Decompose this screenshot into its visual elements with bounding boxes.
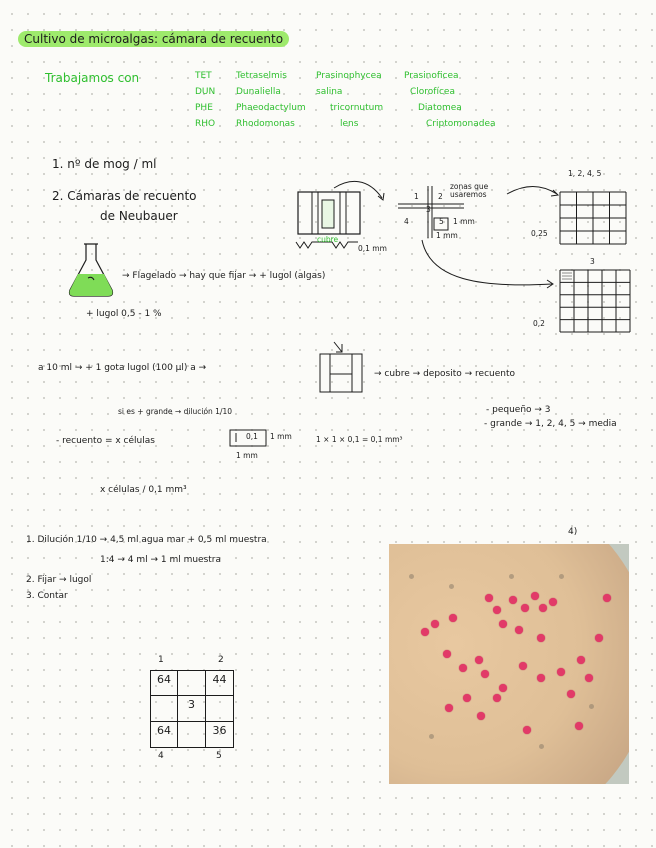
- stained-cell: [537, 634, 545, 642]
- step-2-heading: 2. Cámaras de recuento: [52, 189, 197, 203]
- stained-cell: [443, 650, 451, 658]
- intro-code-0: TET: [195, 71, 212, 81]
- intro-class-3: Criptomonadea: [426, 119, 496, 129]
- grid-a-label: 1, 2, 4, 5: [568, 169, 602, 178]
- zone-number-4: 4: [404, 217, 409, 226]
- count-corner-1: 1: [158, 655, 164, 665]
- flask-note: → Flagelado → hay que fijar → + lugol (algas): [122, 271, 326, 281]
- grid-b-label: 3: [590, 257, 595, 266]
- microscope-photo: [389, 544, 629, 784]
- title-highlight: Cultivo de microalgas: cámara de recuento: [18, 31, 289, 47]
- intro-extra-1: salina: [316, 87, 343, 97]
- dilution-note: si es + grande → dilución 1/10: [118, 407, 233, 416]
- photo-label: 4): [568, 527, 578, 537]
- recuento-formula: - recuento = x células: [56, 436, 155, 446]
- debris-speck: [509, 574, 514, 579]
- stained-cell: [509, 596, 517, 604]
- stained-cell: [595, 634, 603, 642]
- intro-class-0: Prasinoficea: [404, 71, 459, 81]
- count-cell-4: 64: [150, 721, 178, 748]
- intro-species-1: Dunaliella: [236, 87, 281, 97]
- bottom-step-1b: 1:4 → 4 ml → 1 ml muestra: [100, 555, 222, 565]
- size-small-rule: - pequeño → 3: [486, 405, 551, 415]
- count-cell-empty-top: [177, 670, 206, 696]
- step-2-subheading: de Neubauer: [100, 209, 178, 223]
- stained-cell: [567, 690, 575, 698]
- zone-bottom-mm: 1 mm: [436, 231, 458, 240]
- zone-number-3: 3: [426, 205, 431, 214]
- step-1-heading: 1. nº de mog / ml: [52, 157, 157, 171]
- stained-cell: [431, 620, 439, 628]
- stained-cell: [481, 670, 489, 678]
- zone-number-5: 5: [439, 217, 444, 226]
- stained-cell: [549, 598, 557, 606]
- page-title: [18, 33, 289, 46]
- intro-extra-0: Prasinophycea: [316, 71, 382, 81]
- stained-cell: [477, 712, 485, 720]
- result-formula: x células / 0,1 mm³: [100, 485, 187, 495]
- chamber-small-diagram: [318, 340, 366, 398]
- count-cell-3: 3: [177, 695, 206, 722]
- arrow-zones-to-grid-a: [505, 180, 565, 200]
- stained-cell: [421, 628, 429, 636]
- zones-label: zonas que usaremos: [450, 182, 489, 200]
- stained-cell: [531, 592, 539, 600]
- microscope-field: [389, 544, 629, 784]
- debris-speck: [589, 704, 594, 709]
- stained-cell: [463, 694, 471, 702]
- cubre-label: cubre: [317, 235, 339, 244]
- stained-cell: [499, 620, 507, 628]
- count-cell-empty-right: [205, 695, 234, 722]
- stained-cell: [485, 594, 493, 602]
- grid-a-side-label: 0,25: [531, 229, 548, 238]
- count-grid: [150, 670, 234, 748]
- stained-cell: [449, 614, 457, 622]
- zone-number-2: 2: [438, 192, 443, 201]
- count-cell-2: 44: [205, 670, 234, 696]
- stained-cell: [493, 606, 501, 614]
- count-cell-empty-left: [150, 695, 178, 722]
- chamber-depth-label: 0,1 mm: [358, 244, 387, 253]
- volume-depth: 0,1: [246, 432, 258, 441]
- stained-cell: [539, 604, 547, 612]
- intro-code-3: RHO: [195, 119, 216, 129]
- grid-b-side-label: 0,2: [533, 319, 545, 328]
- stained-cell: [515, 626, 523, 634]
- stained-cell: [577, 656, 585, 664]
- size-large-rule: - grande → 1, 2, 4, 5 → media: [484, 419, 617, 429]
- intro-species-3: Rhodomonas: [236, 119, 295, 129]
- stained-cell: [493, 694, 501, 702]
- arrow-slide-to-zones: [330, 180, 390, 210]
- count-corner-4: 4: [158, 751, 164, 761]
- bottom-step-2: 2. Fijar → lugol: [26, 575, 92, 585]
- stained-cell: [603, 594, 611, 602]
- bottom-step-3: 3. Contar: [26, 591, 68, 601]
- bottom-step-1: 1. Dilución 1/10 → 4,5 ml agua mar + 0,5 ml muestra: [26, 535, 267, 545]
- stained-cell: [445, 704, 453, 712]
- grid-b-5x5: [560, 270, 632, 334]
- grid-a-4x4: [560, 192, 628, 246]
- stained-cell: [521, 604, 529, 612]
- debris-speck: [449, 584, 454, 589]
- debris-speck: [559, 574, 564, 579]
- stained-cell: [519, 662, 527, 670]
- intro-class-1: Clorofícea: [410, 87, 455, 97]
- protocol-line: a 10 ml → + 1 gota lugol (100 µl) a →: [38, 363, 207, 373]
- count-corner-2: 2: [218, 655, 224, 665]
- stained-cell: [557, 668, 565, 676]
- intro-extra-2: tricornutum: [330, 103, 384, 113]
- protocol-after: → cubre → deposito → recuento: [374, 369, 515, 379]
- debris-speck: [429, 734, 434, 739]
- intro-class-2: Diatomea: [418, 103, 462, 113]
- stained-cell: [537, 674, 545, 682]
- flask-icon: [66, 242, 116, 300]
- debris-speck: [409, 574, 414, 579]
- count-corner-5: 5: [216, 751, 222, 761]
- count-cell-1: 64: [150, 670, 178, 696]
- intro-lead: Trabajamos con: [45, 71, 140, 85]
- stained-cell: [523, 726, 531, 734]
- volume-bottom-mm: 1 mm: [236, 451, 258, 460]
- stained-cell: [475, 656, 483, 664]
- intro-species-0: Tetraselmis: [236, 71, 287, 81]
- count-cell-5: 36: [205, 721, 234, 748]
- stained-cell: [585, 674, 593, 682]
- intro-extra-3: lens: [340, 119, 359, 129]
- stained-cell: [499, 684, 507, 692]
- zone-side-mm: 1 mm: [453, 217, 475, 226]
- arrow-zones-to-grid-b: [420, 240, 560, 300]
- intro-code-2: PHE: [195, 103, 213, 113]
- zone-number-1: 1: [414, 192, 419, 201]
- debris-speck: [539, 744, 544, 749]
- volume-calculation: 1 × 1 × 0,1 = 0,1 mm³: [316, 435, 403, 444]
- intro-code-1: DUN: [195, 87, 216, 97]
- intro-species-2: Phaeodactylum: [236, 103, 306, 113]
- count-cell-empty-bottom: [177, 721, 206, 748]
- stained-cell: [459, 664, 467, 672]
- lugol-note: + lugol 0,5 - 1 %: [86, 309, 162, 319]
- stained-cell: [575, 722, 583, 730]
- volume-side-mm: 1 mm: [270, 432, 292, 441]
